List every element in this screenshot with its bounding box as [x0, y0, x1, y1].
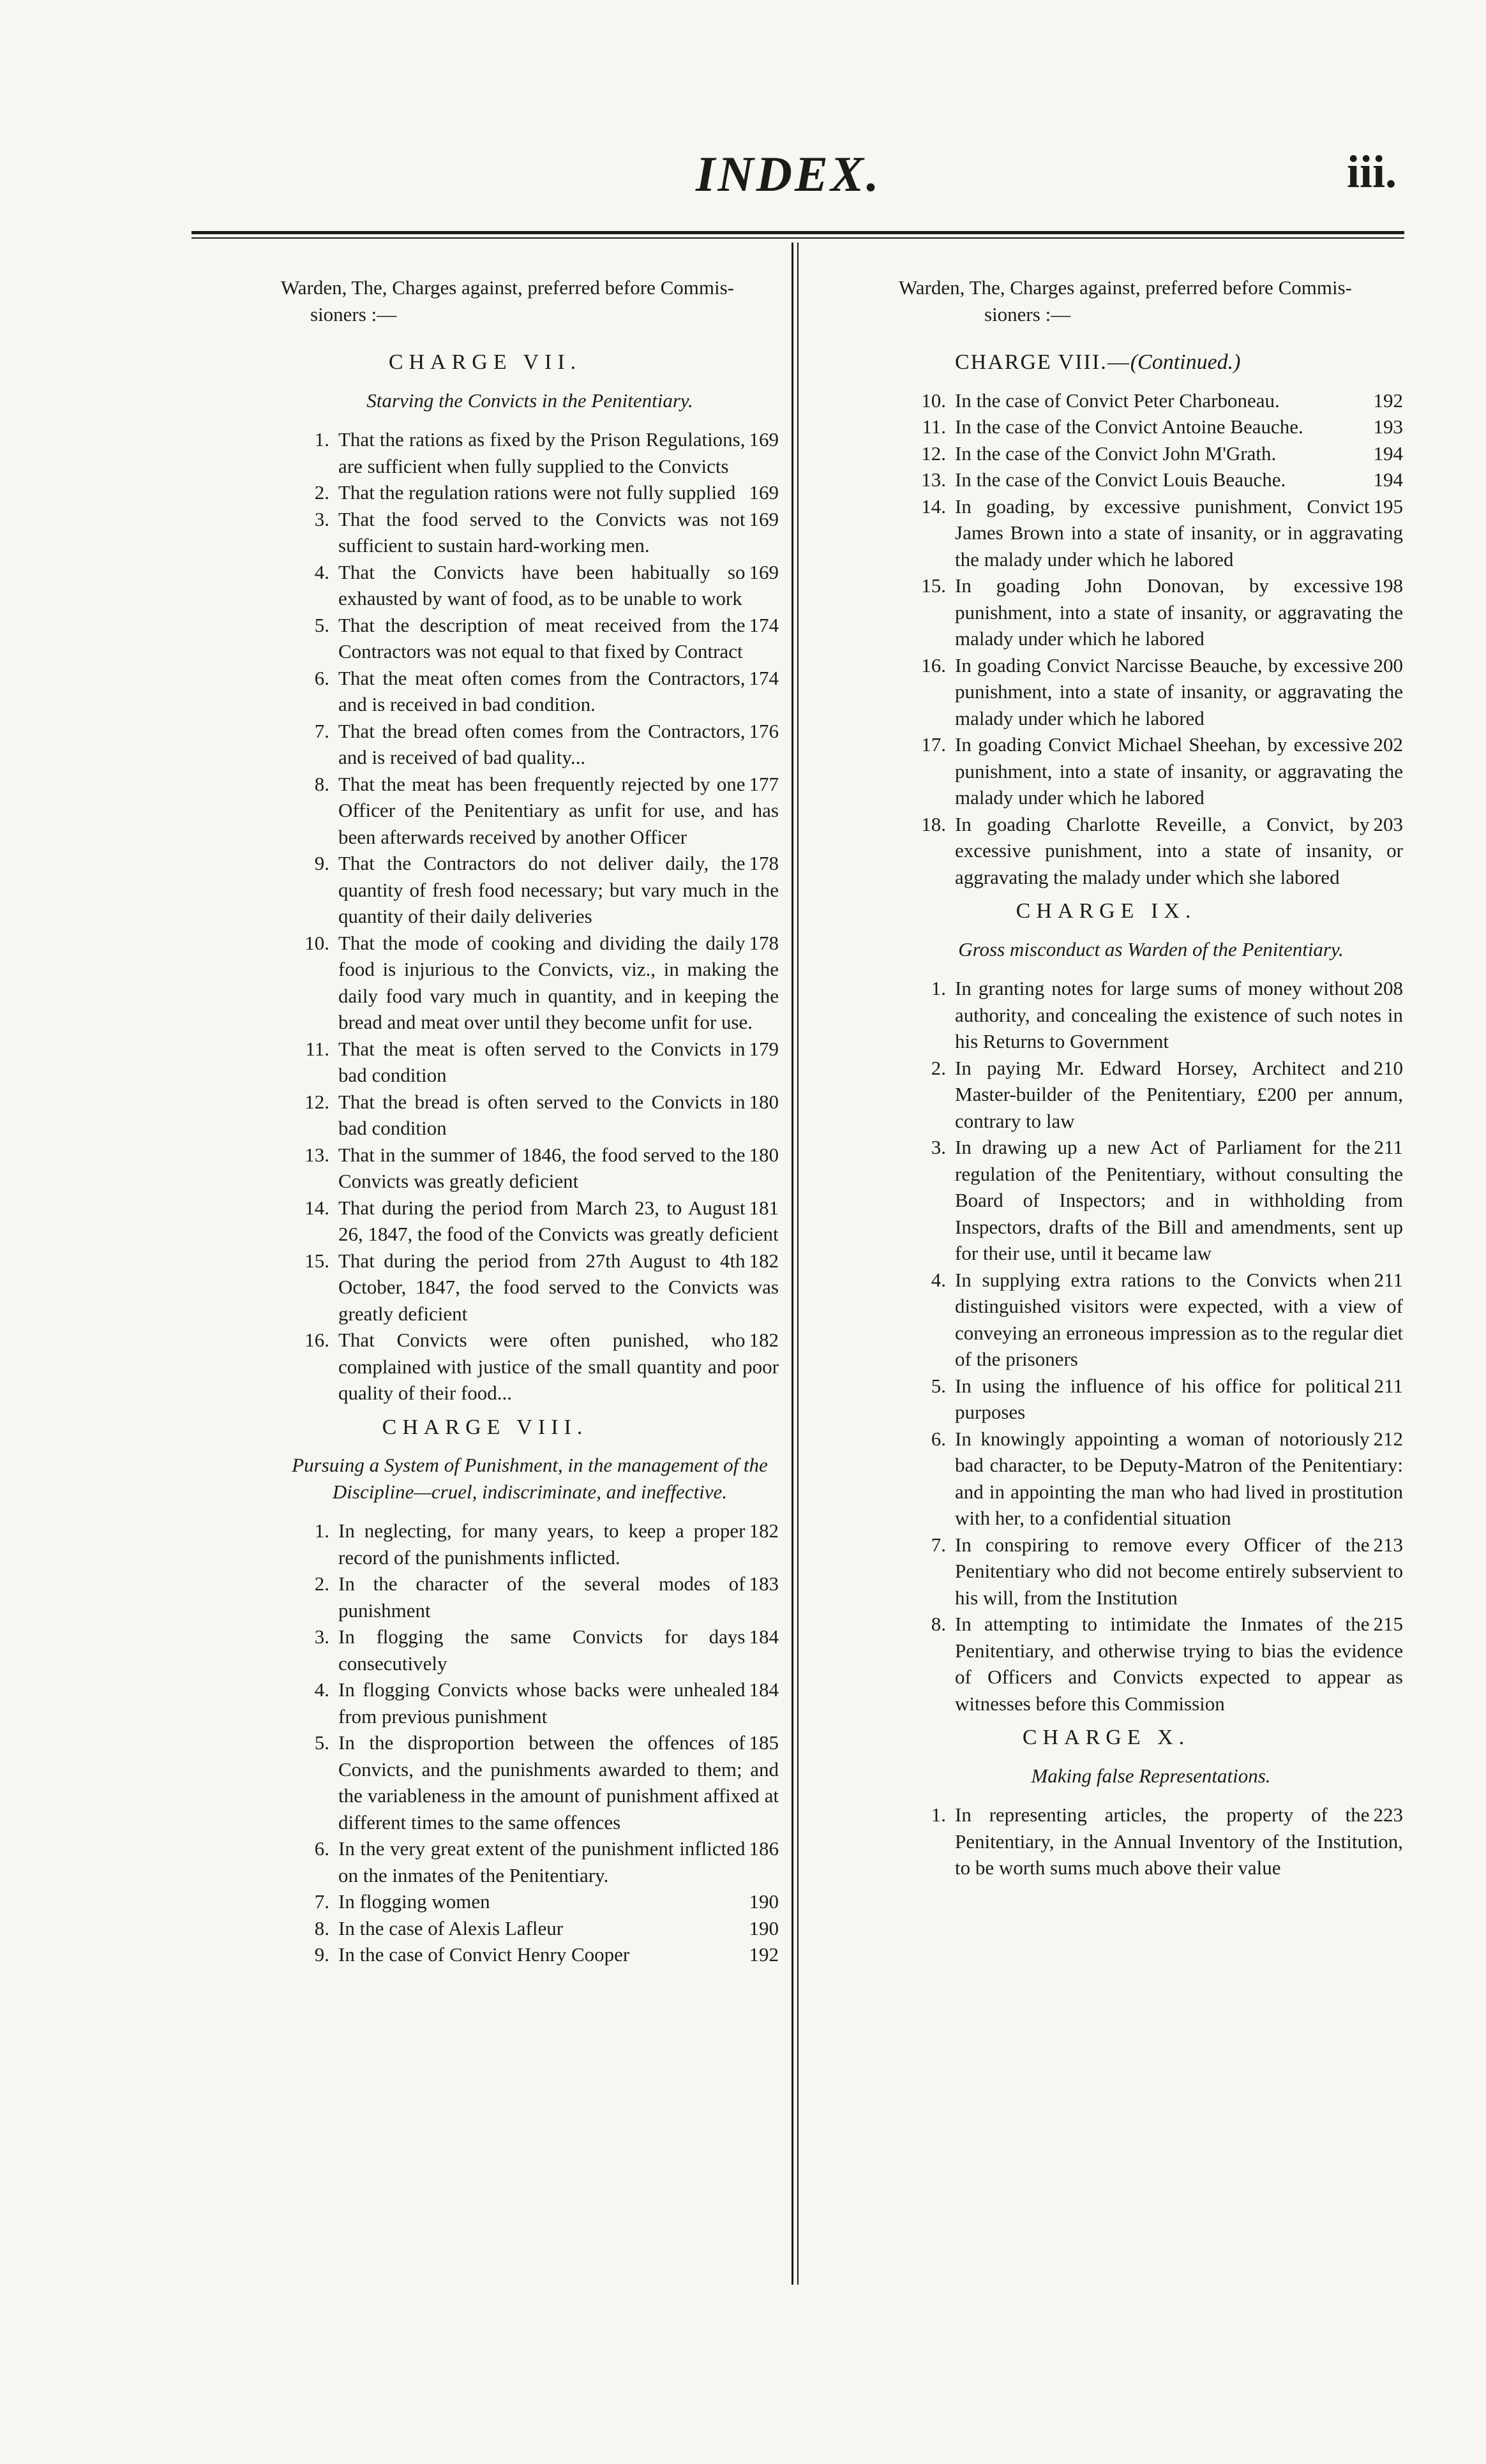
charge-heading-continued	[809, 349, 1403, 376]
entry-page: 193	[1373, 415, 1403, 438]
entry-number: 12.	[921, 442, 946, 465]
index-entry	[809, 414, 1403, 440]
entry-page: 210	[1373, 1056, 1403, 1079]
index-entry	[191, 1624, 779, 1676]
entry-text: That the description of meat received from the Contractors was not equal to that fixed by Contract	[338, 613, 746, 662]
entry-page: 192	[1373, 389, 1403, 412]
index-entry	[191, 1089, 779, 1142]
entry-text: That the Contractors do not deliver daily, the quantity of fresh food necessary; but vary much in the quantity of their daily deliveries	[338, 852, 779, 927]
index-entry	[809, 572, 1403, 652]
index-entry	[191, 930, 779, 1036]
charge-item-list	[809, 975, 1403, 1717]
entry-number: 3.	[931, 1136, 946, 1158]
index-entry	[191, 1142, 779, 1195]
index-entry	[809, 493, 1403, 573]
charge-heading: CHARGE IX.	[1016, 899, 1197, 923]
entry-number: 13.	[921, 468, 946, 491]
column-divider	[792, 243, 793, 2285]
entry-text: That the bread is often served to the Convicts in bad condition	[338, 1090, 746, 1139]
entry-page: 213	[1373, 1533, 1403, 1556]
entry-text: That the rations as fixed by the Prison Regulations, are sufficient when fully supplied to the Convicts	[338, 428, 746, 477]
index-entry	[191, 612, 779, 665]
entry-page: 200	[1373, 653, 1403, 676]
entry-number: 16.	[304, 1329, 329, 1351]
index-title: INDEX.	[696, 146, 882, 202]
entry-text: In goading John Donovan, by excessive punishment, into a state of insanity, or aggravating the malady under which he labored	[955, 574, 1403, 650]
entry-text: In goading Charlotte Reveille, a Convict, by excessive punishment, into a state of insanity, or aggravating the malady under which she labored	[955, 812, 1403, 888]
entry-text: That the meat often comes from the Contractors, and is received in bad condition.	[338, 666, 746, 715]
entry-number: 1.	[314, 428, 329, 451]
entry-page: 185	[749, 1731, 779, 1754]
entry-number: 14.	[304, 1196, 329, 1219]
entry-page: 184	[749, 1625, 779, 1648]
entry-number: 3.	[314, 507, 329, 530]
entry-text: That the regulation rations were not fully supplied	[338, 481, 736, 504]
entry-number: 9.	[314, 852, 329, 874]
charge-heading: CHARGE VII.	[388, 350, 582, 374]
entry-page: 211	[1374, 1374, 1403, 1397]
entry-number: 9.	[314, 1943, 329, 1966]
entry-page: 212	[1373, 1427, 1403, 1450]
entry-page: 174	[749, 613, 779, 636]
entry-text: That during the period from 27th August to 4th October, 1847, the food served to the Convicts was greatly deficient	[338, 1249, 779, 1325]
entry-number: 5.	[931, 1374, 946, 1397]
entry-text: That the meat has been frequently rejected by one Officer of the Penitentiary as unfit for use, and has been afterwards received by another Officer	[338, 772, 779, 848]
entry-text: In granting notes for large sums of money without authority, and concealing the existence of such notes in his Returns to Government	[955, 977, 1403, 1052]
index-entry	[809, 731, 1403, 811]
running-head	[191, 274, 779, 327]
entry-text: In flogging Convicts whose backs were unhealed from previous punishment	[338, 1678, 746, 1728]
index-entry	[191, 1941, 779, 1968]
entry-text: In attempting to intimidate the Inmates of the Penitentiary, and otherwise trying to bias the evidence of Officers and Convicts expected to appear as witnesses before this Commission	[955, 1613, 1403, 1715]
charge-subtitle: Making false Representations.	[1031, 1764, 1271, 1787]
entry-number: 16.	[921, 653, 946, 676]
entry-text: In flogging the same Convicts for days consecutively	[338, 1625, 746, 1675]
charge-subtitle: Pursuing a System of Punishment, in the management of the Discipline—cruel, indiscriminate, and ineffective.	[292, 1454, 768, 1503]
entry-number: 5.	[314, 1731, 329, 1754]
index-entry	[809, 1267, 1403, 1373]
entry-text: In using the influence of his office for political purposes	[955, 1374, 1370, 1423]
entry-text: In the disproportion between the offences of Convicts, and the punishments awarded to them; and the variableness in the amount of punishment affixed at different times to the same offences	[338, 1731, 779, 1833]
entry-number: 10.	[921, 389, 946, 412]
index-entry	[809, 811, 1403, 891]
entry-number: 1.	[931, 1803, 946, 1826]
page-number: iii.	[1347, 146, 1397, 197]
entry-page: 174	[749, 666, 779, 689]
index-entry	[191, 1835, 779, 1888]
header-rule-thin	[191, 237, 1404, 239]
index-entry	[809, 652, 1403, 732]
index-entry	[809, 1373, 1403, 1426]
right-column	[809, 274, 1403, 1881]
entry-text: In the case of Convict Henry Cooper	[338, 1943, 630, 1966]
entry-text: In goading Convict Narcisse Beauche, by excessive punishment, into a state of insanity, or aggravating the malady under which he labored	[955, 653, 1403, 729]
entry-page: 180	[749, 1143, 779, 1166]
index-entry	[191, 506, 779, 559]
column-divider-thin	[797, 243, 799, 2285]
entry-number: 4.	[314, 1678, 329, 1701]
entry-number: 8.	[931, 1613, 946, 1635]
entry-text: In the case of the Convict John M'Grath.	[955, 442, 1277, 465]
index-entry	[809, 1134, 1403, 1267]
entry-page: 186	[749, 1837, 779, 1860]
entry-number: 8.	[314, 772, 329, 795]
entry-text: In the case of Alexis Lafleur	[338, 1916, 564, 1939]
entry-number: 13.	[304, 1143, 329, 1166]
entry-number: 8.	[314, 1916, 329, 1939]
index-entry	[191, 1729, 779, 1835]
entry-page: 198	[1373, 574, 1403, 597]
entry-page: 203	[1373, 812, 1403, 835]
running-head-line: Warden, The, Charges against, preferred before Commis-	[899, 276, 1352, 299]
index-entry	[809, 975, 1403, 1055]
entry-text: That Convicts were often punished, who complained with justice of the small quantity and poor quality of their food...	[338, 1329, 779, 1404]
charge-item-list	[809, 387, 1403, 891]
index-entry	[809, 1611, 1403, 1717]
entry-page: 181	[749, 1196, 779, 1219]
entry-text: In the very great extent of the punishment inflicted on the inmates of the Penitentiary.	[338, 1837, 746, 1886]
index-entry	[809, 467, 1403, 493]
entry-number: 1.	[314, 1519, 329, 1542]
entry-text: In drawing up a new Act of Parliament for the regulation of the Penitentiary, without consulting the Board of Inspectors; and in withholding from Inspectors, drafts of the Bill and amendments, sent up for their use, until it became law	[955, 1136, 1403, 1264]
entry-number: 10.	[304, 931, 329, 954]
entry-text: That the food served to the Convicts was not sufficient to sustain hard-working men.	[338, 507, 746, 556]
entry-page: 178	[749, 852, 779, 874]
index-entry	[191, 1518, 779, 1571]
running-head-line: sioners :—	[984, 302, 1071, 325]
entry-page: 169	[749, 428, 779, 451]
index-entry	[809, 440, 1403, 467]
entry-page: 169	[749, 481, 779, 504]
entry-number: 15.	[921, 574, 946, 597]
entry-number: 12.	[304, 1090, 329, 1113]
entry-text: That the Convicts have been habitually so exhausted by want of food, as to be unable to work	[338, 560, 746, 609]
index-entry	[191, 1248, 779, 1327]
entry-number: 1.	[931, 977, 946, 999]
index-entry	[809, 1055, 1403, 1135]
entry-page: 176	[749, 719, 779, 742]
entry-text: That the mode of cooking and dividing the daily food is injurious to the Convicts, viz., in making the daily food vary much in quantity, and in keeping the bread and meat over until they become unfit for use.	[338, 931, 779, 1033]
index-entry	[191, 1327, 779, 1407]
index-entry	[191, 771, 779, 851]
entry-page: 211	[1374, 1268, 1403, 1291]
entry-page: 169	[749, 507, 779, 530]
charge-item-list	[191, 426, 779, 1407]
index-entry	[191, 718, 779, 771]
running-head-line: Warden, The, Charges against, preferred before Commis-	[281, 276, 734, 299]
entry-text: In representing articles, the property of the Penitentiary, in the Annual Inventory of the Institution, to be worth sums much above their value	[955, 1803, 1403, 1879]
entry-number: 6.	[931, 1427, 946, 1450]
entry-page: 182	[749, 1249, 779, 1272]
entry-text: In neglecting, for many years, to keep a proper record of the punishments inflicted.	[338, 1519, 746, 1569]
entry-number: 7.	[931, 1533, 946, 1556]
entry-number: 17.	[921, 733, 946, 756]
entry-page: 223	[1373, 1803, 1403, 1826]
entry-text: That during the period from March 23, to August 26, 1847, the food of the Convicts was greatly deficient	[338, 1196, 779, 1245]
entry-text: In goading, by excessive punishment, Convict James Brown into a state of insanity, or in aggravating the malady under which he labored	[955, 495, 1403, 571]
entry-number: 5.	[314, 613, 329, 636]
index-entry	[809, 1802, 1403, 1881]
entry-text: In the character of the several modes of punishment	[338, 1572, 746, 1622]
entry-text: In the case of Convict Peter Charboneau.	[955, 389, 1280, 412]
entry-number: 2.	[314, 481, 329, 504]
entry-text: In conspiring to remove every Officer of the Penitentiary who did not become entirely subservient to his will, from the Institution	[955, 1533, 1403, 1609]
entry-number: 18.	[921, 812, 946, 835]
charge-heading-text: CHARGE VIII.—	[955, 350, 1130, 374]
entry-number: 15.	[304, 1249, 329, 1272]
entry-text: In goading Convict Michael Sheehan, by excessive punishment, into a state of insanity, or aggravating the malady under which he labored	[955, 733, 1403, 809]
charge-item-list	[809, 1802, 1403, 1881]
entry-page: 182	[749, 1519, 779, 1542]
entry-number: 2.	[314, 1572, 329, 1595]
index-entry	[191, 559, 779, 612]
entry-page: 202	[1373, 733, 1403, 756]
running-head	[809, 274, 1403, 327]
entry-page: 192	[749, 1943, 779, 1966]
left-sections	[191, 349, 779, 1968]
entry-page: 178	[749, 931, 779, 954]
entry-number: 7.	[314, 719, 329, 742]
entry-page: 177	[749, 772, 779, 795]
index-entry	[809, 1532, 1403, 1611]
entry-page: 179	[749, 1037, 779, 1060]
right-sections	[809, 898, 1403, 1881]
entry-page: 195	[1373, 495, 1403, 518]
entry-number: 4.	[314, 560, 329, 583]
index-entry	[191, 665, 779, 718]
header-rule	[191, 231, 1404, 234]
entry-text: That in the summer of 1846, the food served to the Convicts was greatly deficient	[338, 1143, 746, 1192]
entry-text: In paying Mr. Edward Horsey, Architect and Master-builder of the Penitentiary, £200 per annum, contrary to law	[955, 1056, 1403, 1132]
index-entry	[191, 850, 779, 930]
entry-page: 194	[1373, 468, 1403, 491]
charge-heading: CHARGE VIII.	[382, 1415, 589, 1439]
index-entry	[191, 1036, 779, 1089]
entry-number: 6.	[314, 1837, 329, 1860]
entry-page: 190	[749, 1916, 779, 1939]
entry-page: 182	[749, 1329, 779, 1351]
running-head-line: sioners :—	[310, 302, 397, 325]
entry-text: In knowingly appointing a woman of notoriously bad character, to be Deputy-Matron of the Penitentiary: and in appointing the man who had lived in prostitution with her, to a confidential situation	[955, 1427, 1403, 1529]
entry-text: That the bread often comes from the Contractors, and is received of bad quality...	[338, 719, 746, 768]
index-entry	[809, 387, 1403, 414]
index-entry	[191, 479, 779, 506]
index-entry	[809, 1426, 1403, 1532]
entry-page: 169	[749, 560, 779, 583]
entry-page: 183	[749, 1572, 779, 1595]
entry-number: 11.	[922, 415, 946, 438]
entry-page: 194	[1373, 442, 1403, 465]
entry-page: 215	[1373, 1613, 1403, 1635]
page-header	[0, 0, 1486, 236]
index-entry	[191, 1195, 779, 1248]
entry-text: In the case of the Convict Antoine Beauche.	[955, 415, 1303, 438]
continued-label: (Continued.)	[1130, 350, 1241, 374]
entry-number: 14.	[921, 495, 946, 518]
index-entry	[191, 1915, 779, 1942]
entry-number: 2.	[931, 1056, 946, 1079]
entry-text: In supplying extra rations to the Convicts when distinguished visitors were expected, with a view of conveying an erroneous impression as to the regular diet of the prisoners	[955, 1268, 1403, 1370]
entry-number: 7.	[314, 1890, 329, 1913]
entry-number: 4.	[931, 1268, 946, 1291]
index-entry	[191, 1571, 779, 1624]
entry-page: 184	[749, 1678, 779, 1701]
index-entry	[191, 1888, 779, 1915]
index-entry	[191, 426, 779, 479]
entry-page: 180	[749, 1090, 779, 1113]
entry-page: 211	[1374, 1136, 1403, 1158]
entry-page: 190	[749, 1890, 779, 1913]
charge-heading: CHARGE X.	[1022, 1726, 1190, 1749]
left-column	[191, 274, 779, 1968]
entry-number: 11.	[305, 1037, 329, 1060]
charge-subtitle: Starving the Convicts in the Penitentiary.	[366, 389, 693, 412]
entry-text: That the meat is often served to the Convicts in bad condition	[338, 1037, 746, 1086]
entry-page: 208	[1373, 977, 1403, 999]
entry-number: 6.	[314, 666, 329, 689]
charge-subtitle: Gross misconduct as Warden of the Penitentiary.	[958, 937, 1344, 960]
index-entry	[191, 1676, 779, 1729]
entry-number: 3.	[314, 1625, 329, 1648]
entry-text: In flogging women	[338, 1890, 490, 1913]
charge-item-list	[191, 1518, 779, 1968]
entry-text: In the case of the Convict Louis Beauche.	[955, 468, 1286, 491]
